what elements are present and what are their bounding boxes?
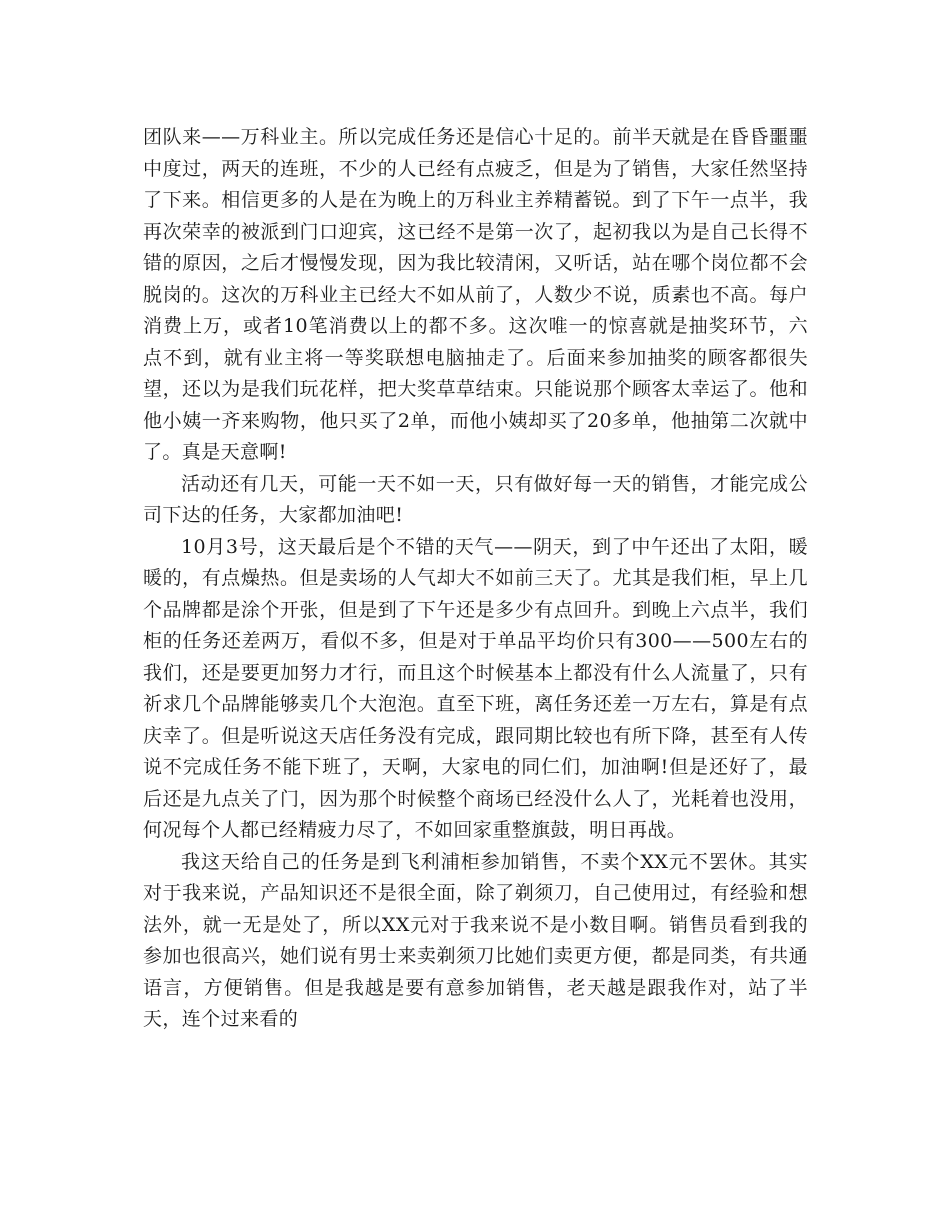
paragraph-3: 10月3号，这天最后是个不错的天气——阴天，到了中午还出了太阳，暖暖的，有点燥热。但是卖场的人气却大不如前三天了。尤其是我们柜，早上几个品牌都是涂个开张，但是到了下午还是多少有点回升。到晚上六点半，我们柜的任务还差两万，看似不多，但是对于单品平均价只有300——500左右的我们，还是要更加努力才行，而且这个时候基本上都没有什么人流量了，只有祈求几个品牌能够卖几个大泡泡。直至下班，离任务还差一万左右，算是有点庆幸了。但是听说这天店任务没有完成，跟同期比较也有所下降，甚至有人传说不完成任务不能下班了，天啊，大家电的同仁们，加油啊!但是还好了，最后还是九点关了门，因为那个时候整个商场已经没什么人了，光耗着也没用，何况每个人都已经精疲力尽了，不如回家重整旗鼓，明日再战。 xyxy=(143,535,808,841)
paragraph-1: 团队来——万科业主。所以完成任务还是信心十足的。前半天就是在昏昏噩噩中度过，两天的连班，不少的人已经有点疲乏，但是为了销售，大家任然坚持了下来。相信更多的人是在为晚上的万科业主养精蓄锐。到了下午一点半，我再次荣幸的被派到门口迎宾，这已经不是第一次了，起初我以为是自己长得不错的原因，之后才慢慢发现，因为我比较清闲，又听话，站在哪个岗位都不会脱岗的。这次的万科业主已经大不如从前了，人数少不说，质素也不高。每户消费上万，或者10笔消费以上的都不多。这次唯一的惊喜就是抽奖环节，六点不到，就有业主将一等奖联想电脑抽走了。后面来参加抽奖的顾客都很失望，还以为是我们玩花样，把大奖草草结束。只能说那个顾客太幸运了。他和他小姨一齐来购物，他只买了2单，而他小姨却买了20多单，他抽第二次就中了。真是天意啊! xyxy=(143,126,808,463)
paragraph-4: 我这天给自己的任务是到飞利浦柜参加销售，不卖个XX元不罢休。其实对于我来说，产品知识还不是很全面，除了剃须刀，自己使用过，有经验和想法外，就一无是处了，所以XX元对于我来说不是小数目啊。销售员看到我的参加也很高兴，她们说有男士来卖剃须刀比她们卖更方便，都是同类，有共通语言，方便销售。但是我越是要有意参加销售，老天越是跟我作对，站了半天，连个过来看的 xyxy=(143,850,808,1030)
document-body xyxy=(143,122,808,1036)
paragraph-2: 活动还有几天，可能一天不如一天，只有做好每一天的销售，才能完成公司下达的任务，大家都加油吧! xyxy=(143,472,808,526)
